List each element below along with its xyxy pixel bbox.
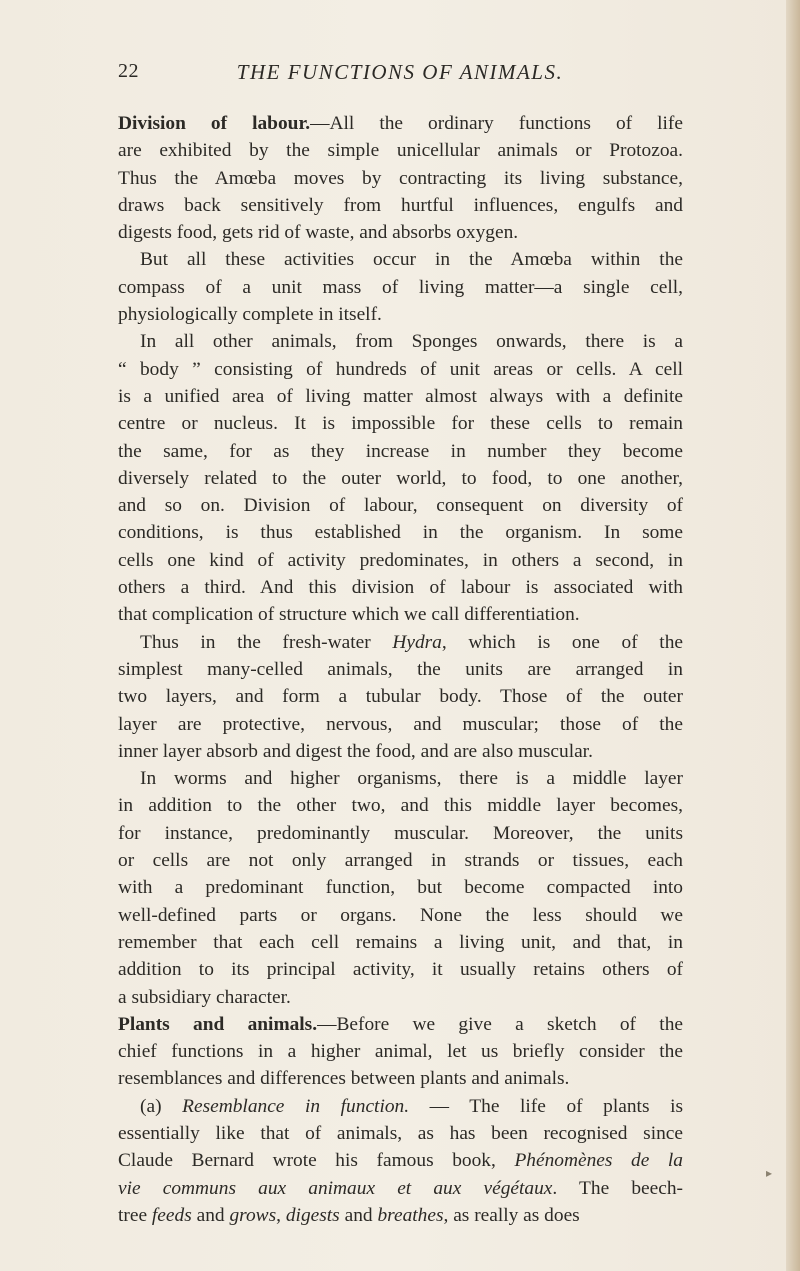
text-line: But all these activities occur in the Amœba within the	[140, 249, 683, 271]
text-line: others a third. And this division of labour is associated with	[118, 577, 683, 599]
text-line: are exhibited by the simple unicellular animals or Protozoa.	[118, 140, 683, 162]
subheading: Resemblance in function.	[182, 1095, 410, 1117]
text-line: chief functions in a higher animal, let us briefly consider the	[118, 1041, 683, 1063]
text-line: the same, for as they increase in number they become	[118, 440, 683, 462]
text-line: in addition to the other two, and this middle layer becomes,	[118, 795, 683, 817]
text-line: Thus the Amœba moves by contracting its living substance,	[118, 167, 683, 189]
text-line: In worms and higher organisms, there is a middle layer	[140, 768, 683, 790]
corner-mark: ▸	[765, 1166, 772, 1180]
text-line	[118, 629, 683, 656]
text-line: and so on. Division of labour, consequent on diversity of	[118, 495, 683, 517]
body-text	[118, 110, 683, 1229]
text-line: that complication of structure which we call differentiation.	[118, 604, 580, 626]
text-line: or cells are not only arranged in strands or tissues, each	[118, 850, 683, 872]
text-line: simplest many-celled animals, the units are arranged in	[118, 658, 683, 680]
text-line	[118, 1175, 683, 1202]
paragraph-plants-and-animals	[118, 1011, 683, 1093]
text-line: draws back sensitively from hurtful influences, engulfs and	[118, 194, 683, 216]
book-title: Phénomènes de la	[514, 1150, 684, 1172]
text-line: a subsidiary character.	[118, 986, 291, 1008]
paragraph-worms	[118, 765, 683, 1011]
text-line: In all other animals, from Sponges onwards, there is a	[140, 331, 683, 353]
text-line: for instance, predominantly muscular. Moreover, the units	[118, 822, 683, 844]
italic-term: grows	[229, 1204, 277, 1226]
paragraph-amoeba	[118, 246, 683, 328]
text-line: addition to its principal activity, it usually retains others of	[118, 959, 683, 981]
text-line: digests food, gets rid of waste, and absorbs oxygen.	[118, 222, 519, 244]
text-run: and	[191, 1204, 230, 1226]
paragraph-division-of-labour	[118, 110, 683, 246]
book-title: vie communs aux animaux et aux végétaux	[118, 1177, 553, 1199]
text-run: , which is one of the	[441, 631, 683, 653]
paragraph-resemblance	[118, 1093, 683, 1229]
text-line: “ body ” consisting of hundreds of unit areas or cells. A cell	[118, 358, 683, 380]
page-edge	[786, 0, 800, 1271]
italic-term: breathes	[377, 1204, 444, 1226]
paragraph-hydra	[118, 629, 683, 765]
text-line: remember that each cell remains a living unit, and that, in	[118, 931, 683, 953]
section-heading: Division of labour.	[118, 113, 311, 134]
text-run: . The beech-	[552, 1177, 683, 1199]
text-line: layer are protective, nervous, and muscular; those of the	[118, 713, 683, 735]
text-run: ,	[276, 1204, 286, 1226]
item-label: (a)	[140, 1095, 162, 1117]
text-line: cells one kind of activity predominates, in others a second, in	[118, 549, 683, 571]
text-line: diversely related to the outer world, to food, to one another,	[118, 467, 683, 489]
italic-term: digests	[285, 1204, 340, 1226]
text-line: two layers, and form a tubular body. Those of the outer	[118, 686, 683, 708]
text-line: centre or nucleus. It is impossible for these cells to remain	[118, 413, 683, 435]
text-run: and	[339, 1204, 378, 1226]
italic-term: Hydra	[392, 631, 442, 653]
text-line: is a unified area of living matter almost always with a definite	[118, 385, 683, 407]
text-line: essentially like that of animals, as has been recognised since	[118, 1122, 683, 1144]
text-line: resemblances and differences between plants and animals.	[118, 1068, 570, 1090]
paragraph-other-animals	[118, 328, 683, 628]
italic-term: feeds	[151, 1204, 192, 1226]
text-line: conditions, is thus established in the organism. In some	[118, 522, 683, 544]
text-line	[118, 1202, 683, 1229]
text-line: inner layer absorb and digest the food, and are also muscular.	[118, 740, 593, 762]
text-run: — The life of plants is	[409, 1095, 684, 1117]
text-run: , as really as does	[443, 1204, 580, 1226]
text-run: —Before we give a sketch of the	[317, 1013, 683, 1035]
running-title: THE FUNCTIONS OF ANIMALS.	[236, 60, 564, 84]
text-line	[118, 1147, 683, 1174]
text-run: Thus in the fresh-water	[140, 631, 393, 653]
text-run: Claude Bernard wrote his famous book,	[118, 1150, 515, 1172]
text-run: —All the ordinary functions of life	[310, 113, 683, 134]
text-line: well-defined parts or organs. None the less should we	[118, 904, 683, 926]
text-line	[118, 1011, 683, 1038]
text-line: compass of a unit mass of living matter—a single cell,	[118, 276, 683, 298]
section-heading: Plants and animals.	[118, 1013, 318, 1035]
text-line	[118, 110, 683, 137]
text-line: physiologically complete in itself.	[118, 304, 382, 326]
text-run: tree	[118, 1204, 152, 1226]
page-number: 22	[118, 60, 139, 82]
text-line	[118, 1093, 683, 1120]
text-line: with a predominant function, but become compacted into	[118, 877, 683, 899]
